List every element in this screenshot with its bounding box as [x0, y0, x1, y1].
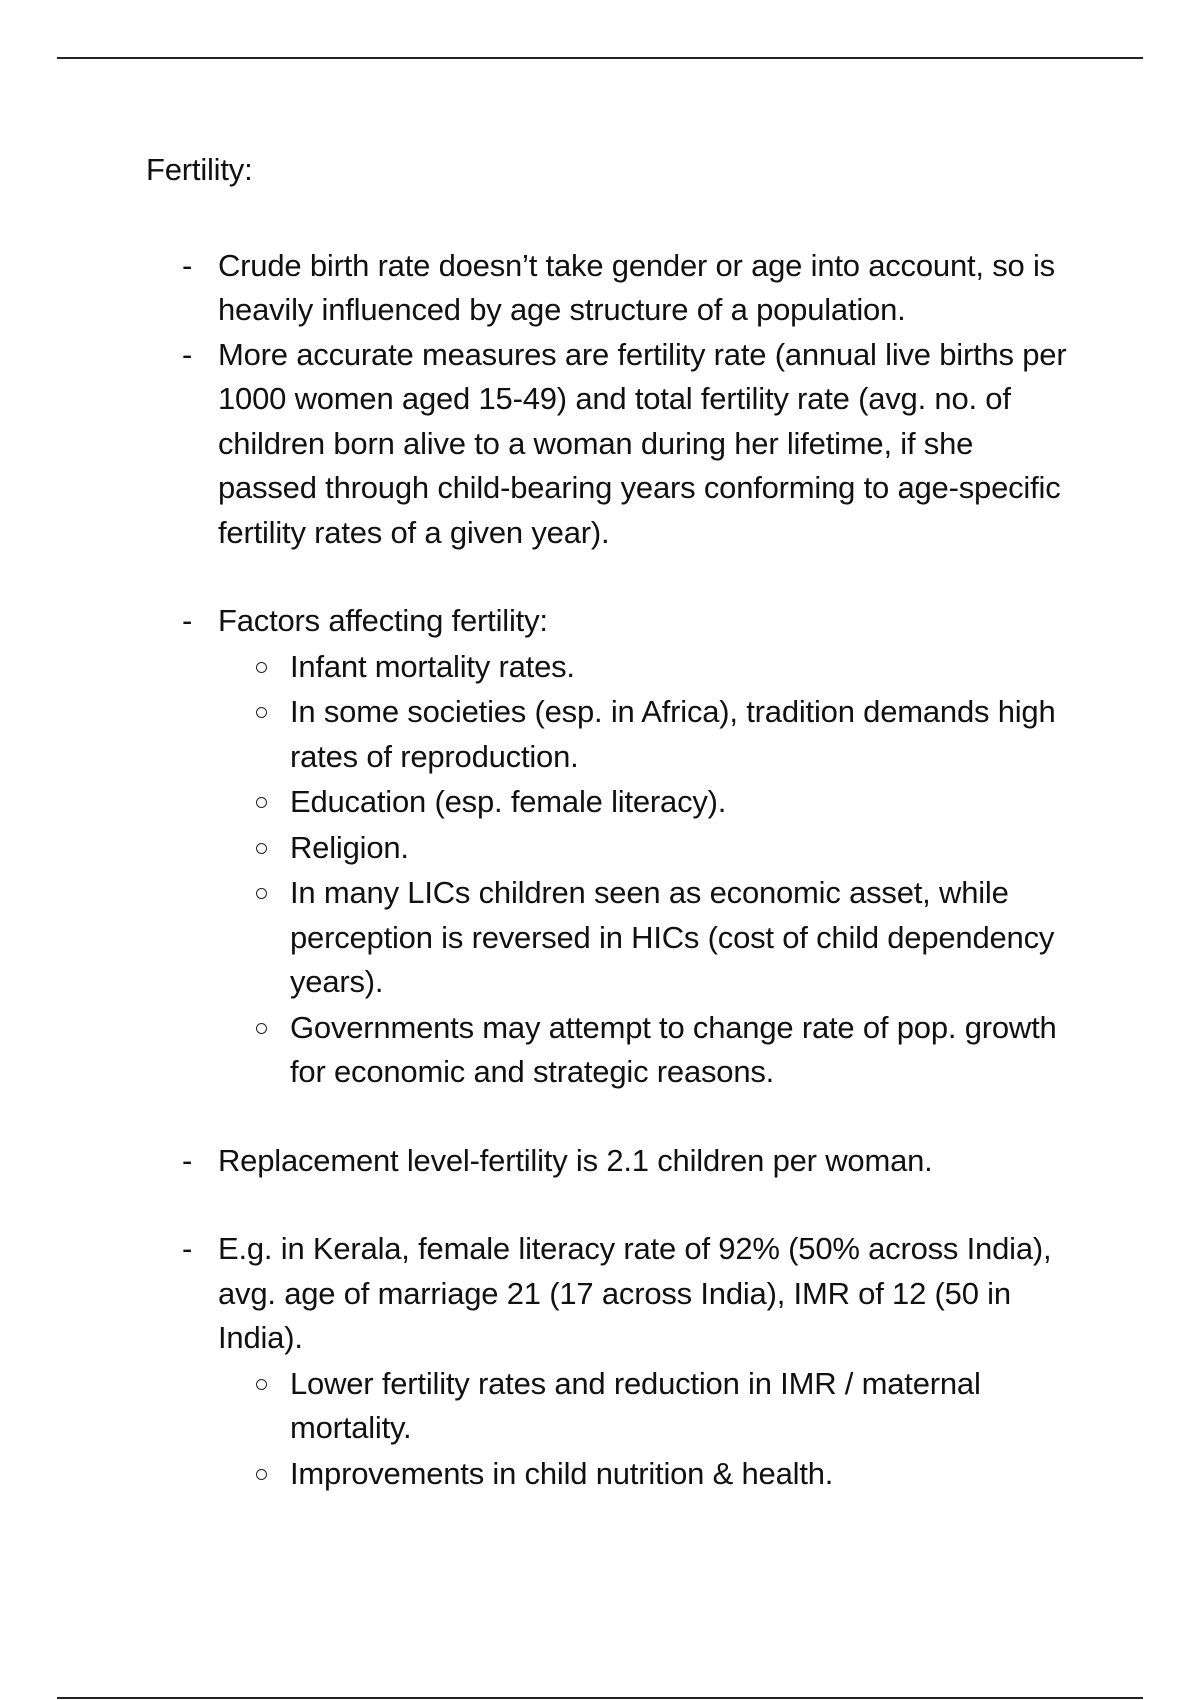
circle-bullet-icon — [256, 888, 267, 899]
circle-bullet-icon — [256, 843, 267, 854]
dash-bullet-icon: - — [182, 603, 193, 638]
circle-bullet-icon — [256, 1379, 267, 1390]
sub-list — [218, 645, 1076, 1095]
list-item — [146, 244, 1076, 333]
sub-list-item-text: Religion. — [290, 829, 409, 865]
list-item — [146, 333, 1076, 556]
sub-list-item-text: Education (esp. female literacy). — [290, 784, 727, 819]
sub-list-item-text: Improvements in child nutrition & health. — [290, 1455, 834, 1491]
sub-list-item — [218, 780, 1076, 825]
dash-bullet-icon: - — [182, 336, 193, 372]
sub-list-item — [218, 645, 1076, 690]
sub-list-item-text: In some societies (esp. in Africa), tradition demands high rates of reproduction. — [290, 694, 1056, 774]
notes-list — [146, 244, 1076, 1497]
list-item — [146, 1227, 1076, 1496]
page-title: Fertility: — [146, 152, 253, 187]
sub-list-item — [218, 826, 1076, 871]
header-rule — [57, 57, 1143, 59]
sub-list-item — [218, 1362, 1076, 1451]
sub-list-item — [218, 1452, 1076, 1497]
sub-list-item — [218, 871, 1076, 1005]
sub-list-item-text: Governments may attempt to change rate of pop. growth for economic and strategic reasons. — [290, 1009, 1057, 1089]
circle-bullet-icon — [256, 1023, 267, 1034]
circle-bullet-icon — [256, 707, 267, 718]
sub-list-item — [218, 1006, 1076, 1095]
dash-bullet-icon: - — [182, 1231, 193, 1266]
list-item — [146, 599, 1076, 1095]
list-item-text: E.g. in Kerala, female literacy rate of 92% (50% across India), avg. age of marriage 21 (17 across India), IMR of 12 (50 in India). — [218, 1231, 1052, 1355]
list-item — [146, 1139, 1076, 1184]
sub-list-item-text: In many LICs children seen as economic asset, while perception is reversed in HICs (cost of child dependency years). — [290, 875, 1055, 999]
footer-rule — [57, 1697, 1143, 1699]
list-item-text: Factors affecting fertility: — [218, 603, 548, 638]
circle-bullet-icon — [256, 797, 267, 808]
circle-bullet-icon — [256, 1469, 267, 1480]
sub-list-item-text: Lower fertility rates and reduction in IMR / maternal mortality. — [290, 1365, 981, 1445]
list-item-text: Replacement level-fertility is 2.1 children per woman. — [218, 1142, 933, 1178]
sub-list-item-text: Infant mortality rates. — [290, 648, 575, 684]
list-item-text: Crude birth rate doesn’t take gender or age into account, so is heavily influenced by age structure of a population. — [218, 247, 1055, 327]
circle-bullet-icon — [256, 662, 267, 673]
sub-list-item — [218, 690, 1076, 779]
dash-bullet-icon: - — [182, 1142, 193, 1178]
document-body — [146, 148, 1076, 1496]
dash-bullet-icon: - — [182, 247, 193, 283]
sub-list — [218, 1362, 1076, 1497]
list-item-text: More accurate measures are fertility rate (annual live births per 1000 women aged 15-49) and total fertility rate (avg. no. of children born alive to a woman during her lifetime, if she passed through child-bearing years conforming to age-specific fertility rates of a given year). — [218, 336, 1067, 550]
